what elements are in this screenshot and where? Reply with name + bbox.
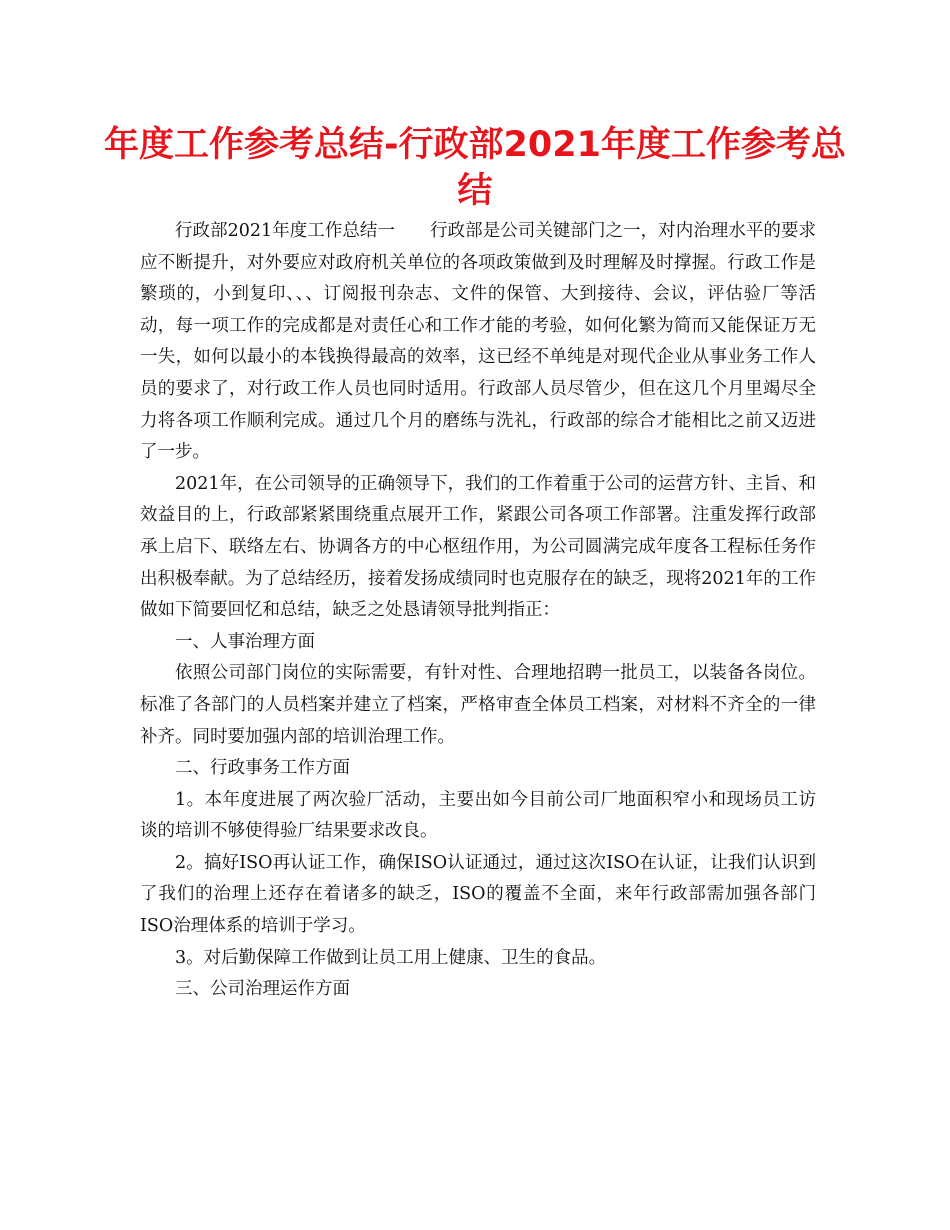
paragraph-admin-3: 3。对后勤保障工作做到让员工用上健康、卫生的食品。 [175, 947, 607, 968]
section-heading-hr: 一、人事治理方面 [175, 631, 315, 652]
paragraph-intro: 行政部2021年度工作总结一 行政部是公司关键部门之一，对内治理水平的要求应不断提升，对外要应对政府机关单位的各项政策做到及时理解及时撑握。行政工作是繁琐的，小到复印、、、订阅报刊杂志、文件的保管、大到接待、会议，评估验厂等活动，每一项工作的完成都是对责任心和工作才能的考验，如何化繁为简而又能保证万无一失，如何以最小的本钱换得最高的效率，这已经不单纯是对现代企业从事业务工作人员的要求了，对行政工作人员也同时适用。行政部人员尽管少，但在这几个月里竭尽全力将各项工作顺利完成。通过几个月的磨练与洗礼，行政部的综合才能相比之前又迈进了一步。 [140, 221, 816, 463]
paragraph-2021-overview: 2021年，在公司领导的正确领导下，我们的工作着重于公司的运营方针、主旨、和效益目的上，行政部紧紧围绕重点展开工作，紧跟公司各项工作部署。注重发挥行政部承上启下、联络左右、协调各方的中心枢纽作用，为公司圆满完成年度各工程标任务作出积极奉献。为了总结经历，接着发扬成绩同时也克服存在的缺乏，现将2021年的工作做如下简要回忆和总结，缺乏之处恳请领导批判指正： [140, 473, 816, 621]
document-body [140, 216, 816, 1006]
paragraph-admin-1: 1。本年度进展了两次验厂活动，主要出如今目前公司厂地面积窄小和现场员工访谈的培训不够使得验厂结果要求改良。 [140, 789, 816, 842]
section-heading-operations: 三、公司治理运作方面 [175, 979, 350, 1000]
document-title: 年度工作参考总结-行政部2021年度工作参考总结 [104, 125, 846, 211]
section-heading-admin: 二、行政事务工作方面 [175, 758, 350, 779]
paragraph-admin-2: 2。搞好ISO再认证工作，确保ISO认证通过，通过这次ISO在认证，让我们认识到了我们的治理上还存在着诸多的缺乏，ISO的覆盖不全面，来年行政部需加强各部门ISO治理体系的培训于学习。 [140, 852, 816, 937]
paragraph-hr: 依照公司部门岗位的实际需要，有针对性、合理地招聘一批员工，以装备各岗位。标准了各部门的人员档案并建立了档案，严格审查全体员工档案，对材料不齐全的一律补齐。同时要加强内部的培训治理工作。 [140, 663, 816, 747]
